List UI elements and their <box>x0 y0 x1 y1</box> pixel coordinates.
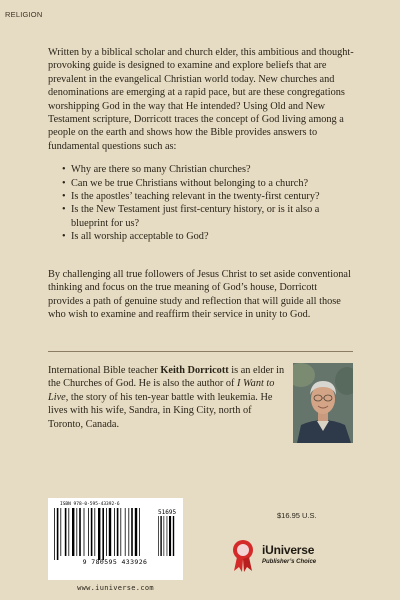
ribbon-icon <box>228 538 262 572</box>
description-intro: Written by a biblical scholar and church elder, this ambitious and thought-provoking guide is designed to examine and explore beliefs that are prevalent in the evangelical Christian world today. New churches and denominations are emerging at a rapid pace, but are these congregations worshipping God in the way that He intended? Using Old and New Testament scripture, Dorricott traces the concept of God living among a people on the earth and shows how the Bible provides answers to fundamental questions such as: <box>48 47 354 152</box>
other-book-title: I Want to Live <box>48 378 275 403</box>
question-list <box>48 163 358 243</box>
publisher-logo <box>228 538 338 578</box>
question-item: • Is the apostles’ teaching relevant in the twenty-first century? <box>62 190 358 203</box>
section-divider <box>48 351 353 352</box>
isbn-label: ISBN 978-0-595-43392-6 <box>60 502 120 507</box>
barcode-icon <box>50 508 181 560</box>
author-name: Keith Dorricott <box>160 365 229 376</box>
question-item: • Is the New Testament just first-century history, or is it also a blueprint for us? <box>62 203 358 230</box>
question-item: • Can we be true Christians without belonging to a church? <box>62 177 358 190</box>
isbn-digits: 9 780595 433926 <box>82 558 148 566</box>
publisher-tagline: Publisher’s Choice <box>262 559 317 565</box>
isbn-barcode <box>48 498 183 580</box>
author-bio-text: International Bible teacher <box>48 365 161 376</box>
publisher-website: www.iuniverse.com <box>77 584 154 592</box>
barcode-price-code: 51695 <box>158 509 177 516</box>
question-item: • Is all worship acceptable to God? <box>62 230 358 243</box>
publisher-name: iUniverse <box>262 543 315 557</box>
author-bio <box>48 364 286 431</box>
description-closing: By challenging all true followers of Jesus Christ to set aside conventional thinking and focus on the true meaning of God’s house, Dorricott provides a path of genuine study and reflection that will guide all those who wish to examine and reaffirm their service in unity to God. <box>48 269 351 321</box>
author-bio-text: , the story of his ten-year battle with leukemia. He lives with his wife, Sandra, in King City, north of Toronto, Canada. <box>48 391 273 430</box>
author-photo <box>293 363 353 443</box>
category-label: RELIGION <box>5 10 43 19</box>
book-description <box>48 46 358 244</box>
author-bio-text: is an elder in the Churches of God. He is also the author of <box>48 365 285 390</box>
book-price: $16.95 U.S. <box>277 511 317 520</box>
question-item: • Why are there so many Christian churches? <box>62 163 358 176</box>
